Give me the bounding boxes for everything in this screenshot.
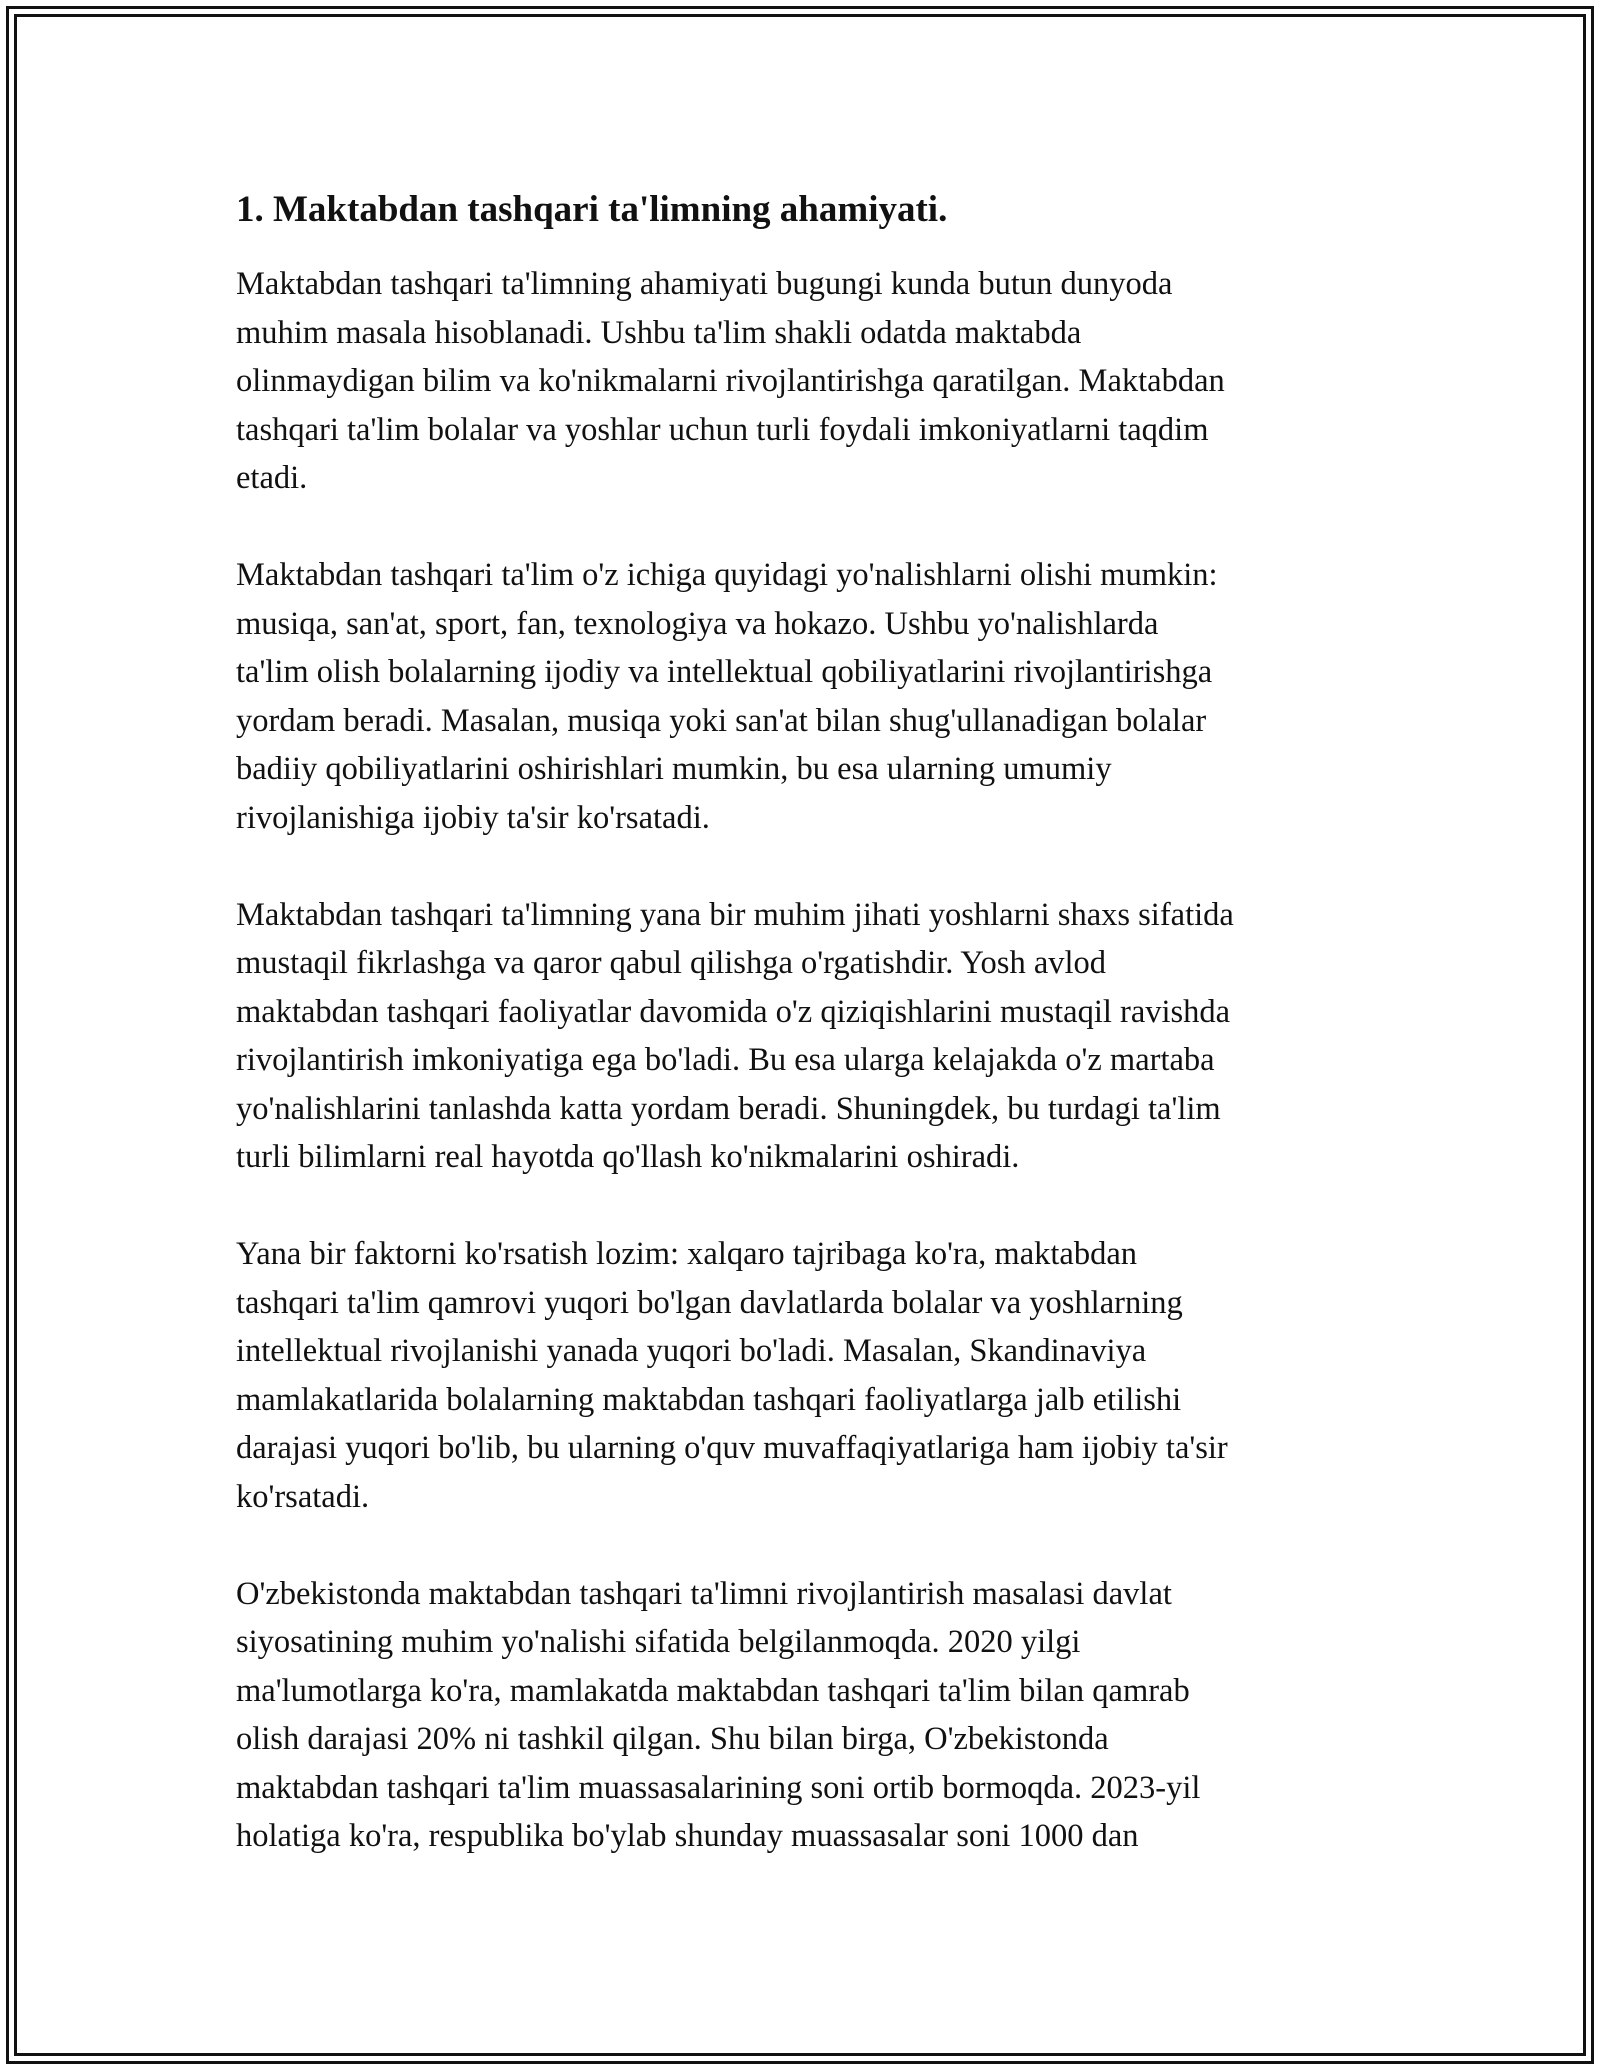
text-line: yo'nalishlarini tanlashda katta yordam beradi. Shuningdek, bu turdagi ta'lim: [236, 1090, 1221, 1127]
text-line: darajasi yuqori bo'lib, bu ularning o'quv muvaffaqiyatlariga ham ijobiy ta'sir: [236, 1430, 1228, 1466]
text-line: Maktabdan tashqari ta'limning ahamiyati bugungi kunda butun dunyoda: [236, 266, 1173, 302]
text-line: rivojlantirish imkoniyatiga ega bo'ladi. Bu esa ularga kelajakda o'z martaba: [236, 1042, 1215, 1078]
text-line: Yana bir faktorni ko'rsatish lozim: xalqaro tajribaga ko'ra, maktabdan: [236, 1236, 1138, 1272]
text-line: maktabdan tashqari ta'lim muassasalarining soni ortib bormoqda. 2023-yil: [236, 1769, 1201, 1806]
text-line: badiiy qobiliyatlarini oshirishlari mumkin, bu esa ularning umumiy: [236, 751, 1112, 787]
text-line: etadi.: [236, 460, 308, 496]
text-line: O'zbekistonda maktabdan tashqari ta'limni rivojlantirish masalasi davlat: [236, 1575, 1172, 1612]
text-line: yordam beradi. Masalan, musiqa yoki san'at bilan shug'ullanadigan bolalar: [236, 702, 1207, 739]
text-line: maktabdan tashqari faoliyatlar davomida o'z qiziqishlarini mustaqil ravishda: [236, 993, 1231, 1030]
text-line: turli bilimlarni real hayotda qo'llash ko'nikmalarini oshiradi.: [236, 1139, 1020, 1175]
paragraph-5: [236, 1570, 1366, 1861]
text-line: siyosatining muhim yo'nalishi sifatida belgilanmoqda. 2020 yilgi: [236, 1624, 1081, 1660]
text-line: Maktabdan tashqari ta'limning yana bir muhim jihati yoshlarni shaxs sifatida: [236, 896, 1234, 933]
text-line: olish darajasi 20% ni tashkil qilgan. Shu bilan birga, O'zbekistonda: [236, 1721, 1109, 1757]
text-line: olinmaydigan bilim va ko'nikmalarni rivojlantirishga qaratilgan. Maktabdan: [236, 363, 1225, 399]
text-line: mustaqil fikrlashga va qaror qabul qilishga o'rgatishdir. Yosh avlod: [236, 945, 1107, 981]
text-line: tashqari ta'lim bolalar va yoshlar uchun turli foydali imkoniyatlarni taqdim: [236, 411, 1209, 448]
text-line: ko'rsatadi.: [236, 1478, 370, 1515]
paragraph-4: [236, 1230, 1366, 1521]
text-line: intellektual rivojlanishi yanada yuqori bo'ladi. Masalan, Skandinaviya: [236, 1333, 1147, 1369]
document-body: [236, 186, 1366, 1909]
text-line: mamlakatlarida bolalarning maktabdan tashqari faoliyatlarga jalb etilishi: [236, 1381, 1182, 1418]
section-heading: 1. Maktabdan tashqari ta'limning ahamiyati.: [236, 189, 948, 230]
text-line: ma'lumotlarga ko'ra, mamlakatda maktabdan tashqari ta'lim bilan qamrab: [236, 1672, 1190, 1709]
text-line: holatiga ko'ra, respublika bo'ylab shunday muassasalar soni 1000 dan: [236, 1818, 1139, 1854]
paragraph-2: [236, 551, 1366, 842]
paragraph-3: [236, 891, 1366, 1182]
text-line: tashqari ta'lim qamrovi yuqori bo'lgan davlatlarda bolalar va yoshlarning: [236, 1284, 1183, 1321]
paragraph-1: [236, 260, 1366, 503]
text-line: musiqa, san'at, sport, fan, texnologiya va hokazo. Ushbu yo'nalishlarda: [236, 605, 1159, 642]
text-line: rivojlanishiga ijobiy ta'sir ko'rsatadi.: [236, 799, 710, 836]
text-line: muhim masala hisoblanadi. Ushbu ta'lim shakli odatda maktabda: [236, 314, 1082, 351]
text-line: ta'lim olish bolalarning ijodiy va intellektual qobiliyatlarini rivojlantirishga: [236, 654, 1213, 690]
text-line: Maktabdan tashqari ta'lim o'z ichiga quyidagi yo'nalishlarni olishi mumkin:: [236, 557, 1218, 593]
